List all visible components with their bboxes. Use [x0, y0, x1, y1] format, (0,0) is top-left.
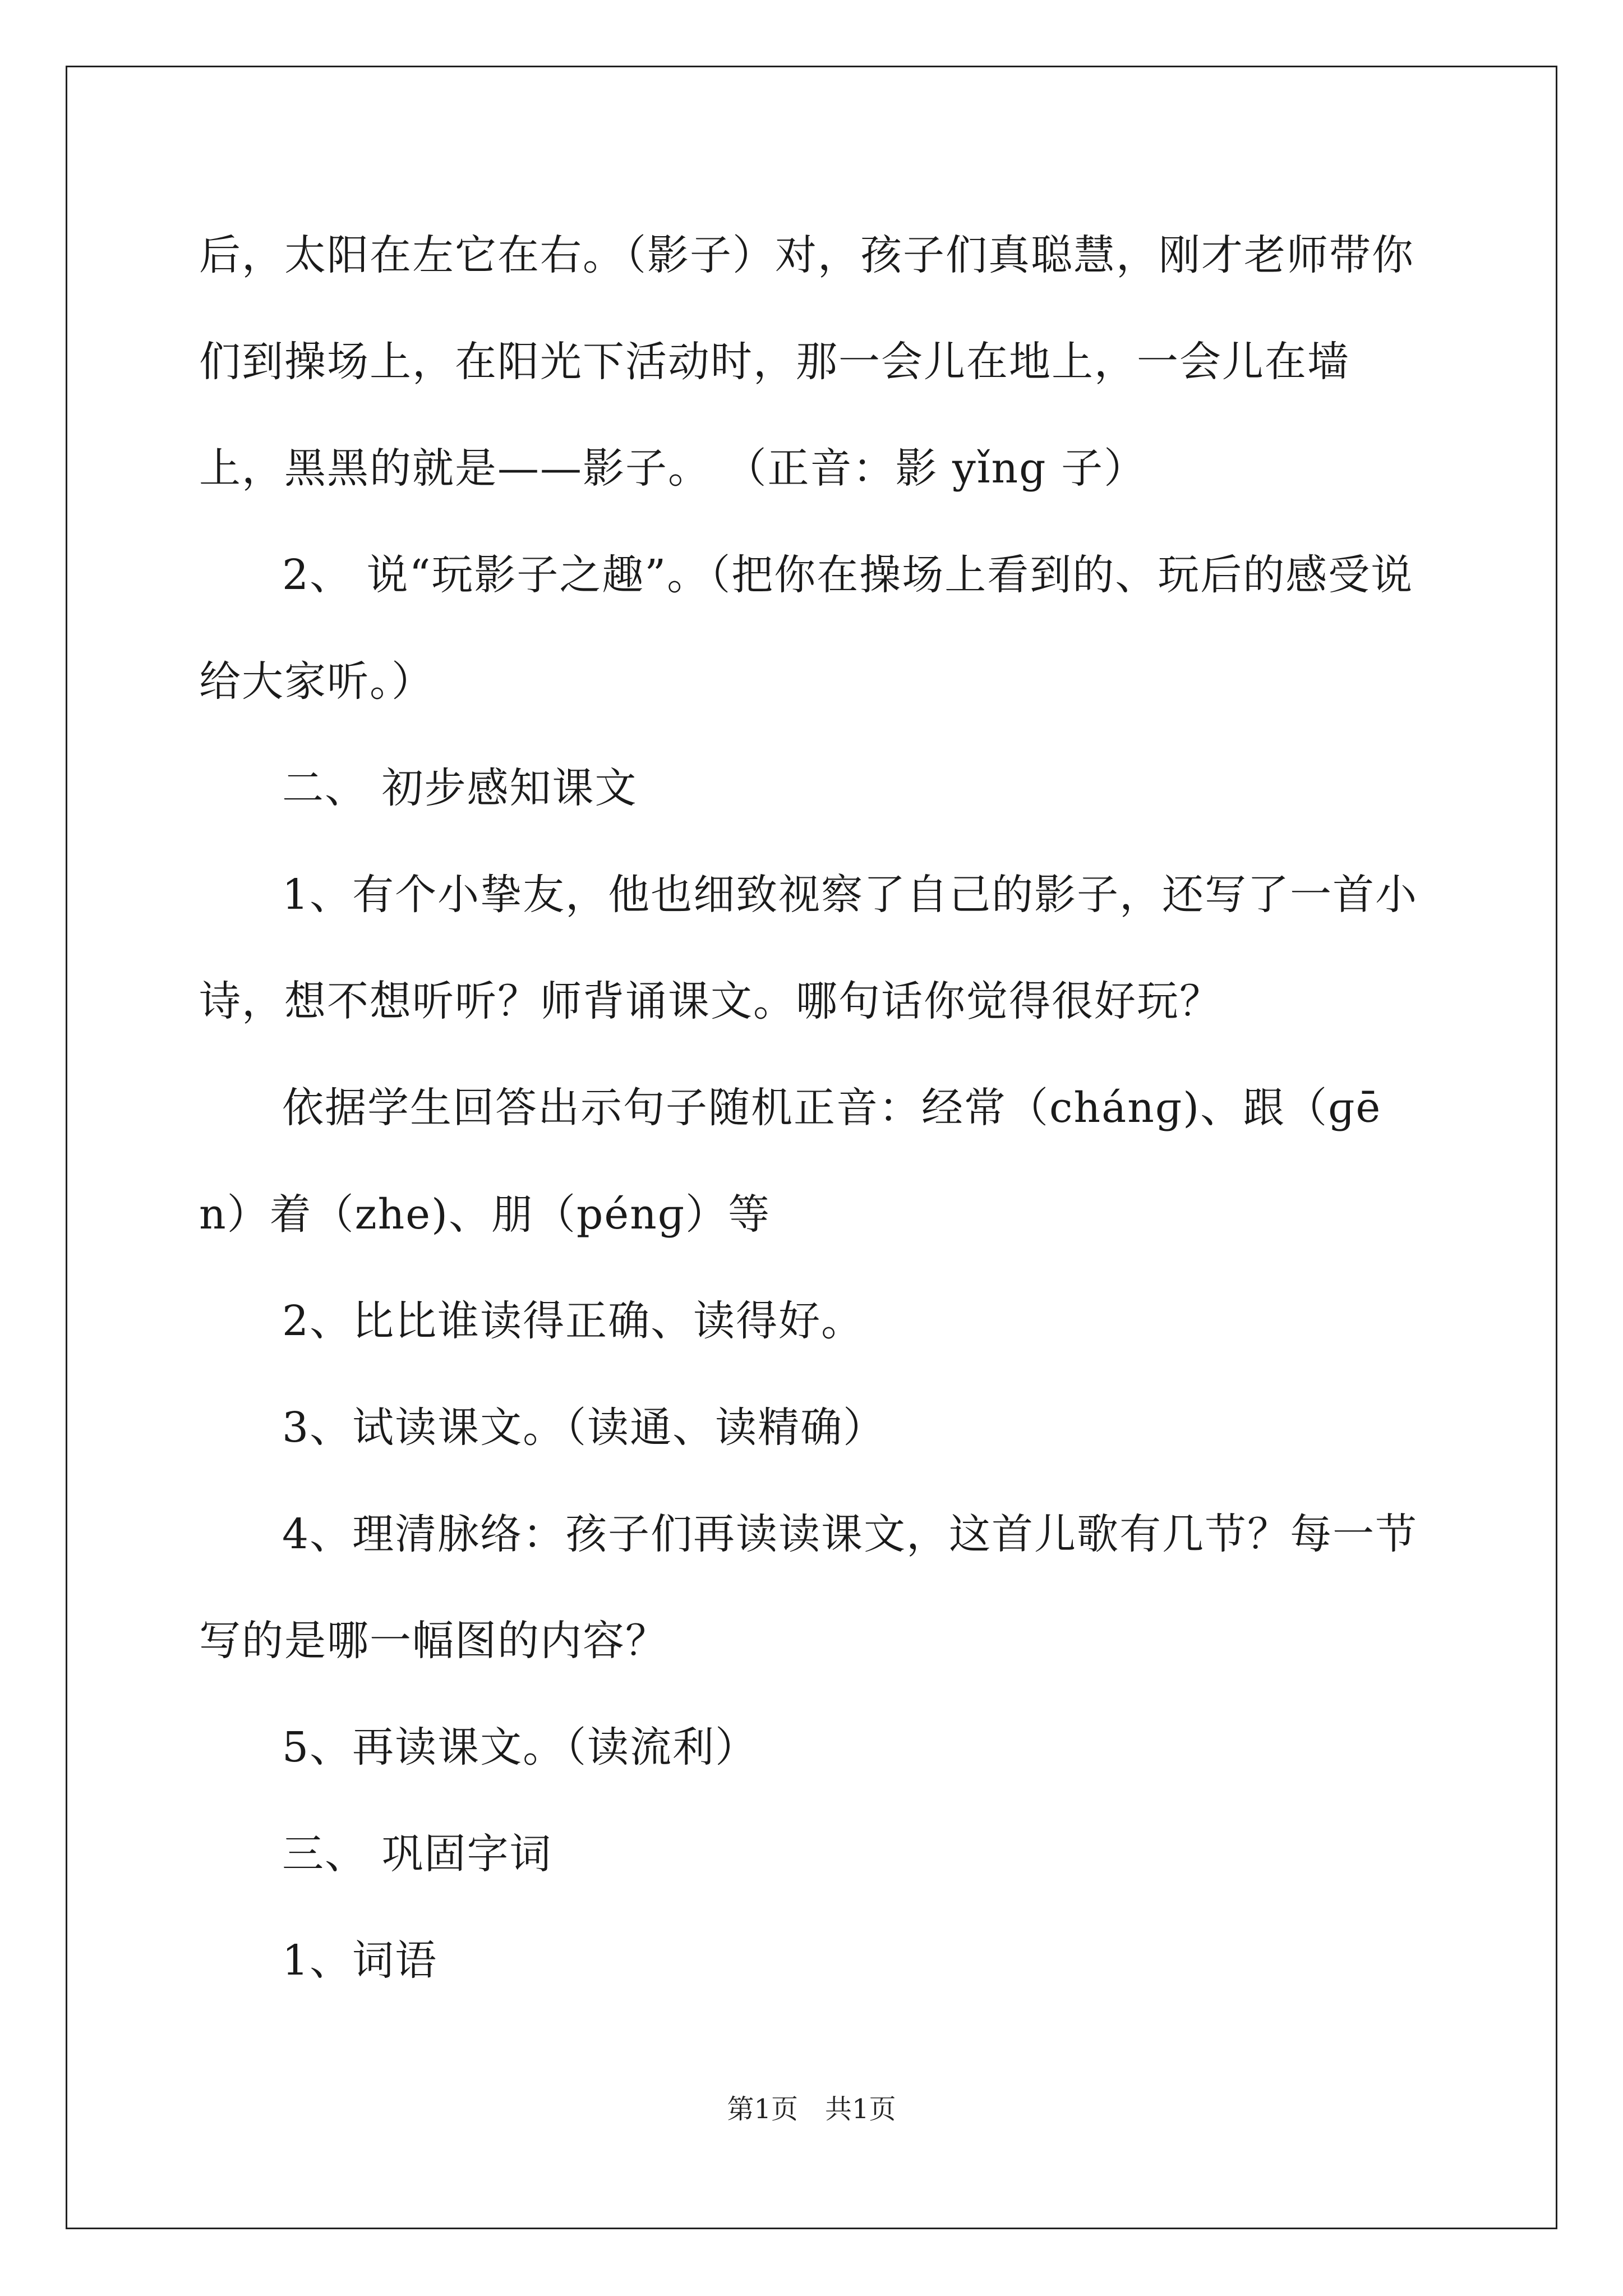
paragraph-read-correctly: 2、比比谁读得正确、读得好。: [282, 1297, 864, 1345]
paragraph-structure: 4、理清脉络：孩子们再读读课文，这首儿歌有几节？每一节写的是哪一幅图的内容？: [199, 1510, 1418, 1665]
paragraph-pronunciation: 依据学生回答出示句子随机正音：经常（chánɡ)、跟（ɡēn）着（zhe)、朋（pénɡ）等: [199, 1084, 1382, 1239]
document-body: [199, 202, 1427, 2014]
paragraph-vocabulary: 1、词语: [282, 1936, 438, 1985]
paragraph-reread: 5、再读课文。（读流利）: [282, 1723, 758, 1772]
paragraph-trial-read: 3、试读课文。（读通、读精确）: [282, 1404, 886, 1452]
paragraph-shadow-fun: 2、 说“玩影子之趣”。（把你在操场上看到的、玩后的感受说给大家听。）: [199, 551, 1414, 706]
section-heading-perceive-text: 二、 初步感知课文: [282, 764, 638, 812]
paragraph-little-friend-poem: 1、有个小挚友，他也细致视察了自己的影子，还写了一首小诗，想不想听听？师背诵课文。哪句话你觉得很好玩？: [199, 871, 1418, 1025]
page-footer: 第1页 共1页: [727, 2093, 896, 2125]
section-heading-consolidate: 三、 巩固字词: [282, 1830, 552, 1878]
paragraph-shadow-intro: 后，太阳在左它在右。（影子）对，孩子们真聪慧，刚才老师带你们到操场上，在阳光下活动时，那一会儿在地上，一会儿在墙 上，黑黑的就是——影子。 （正音：影 yǐng 子）: [199, 231, 1414, 493]
